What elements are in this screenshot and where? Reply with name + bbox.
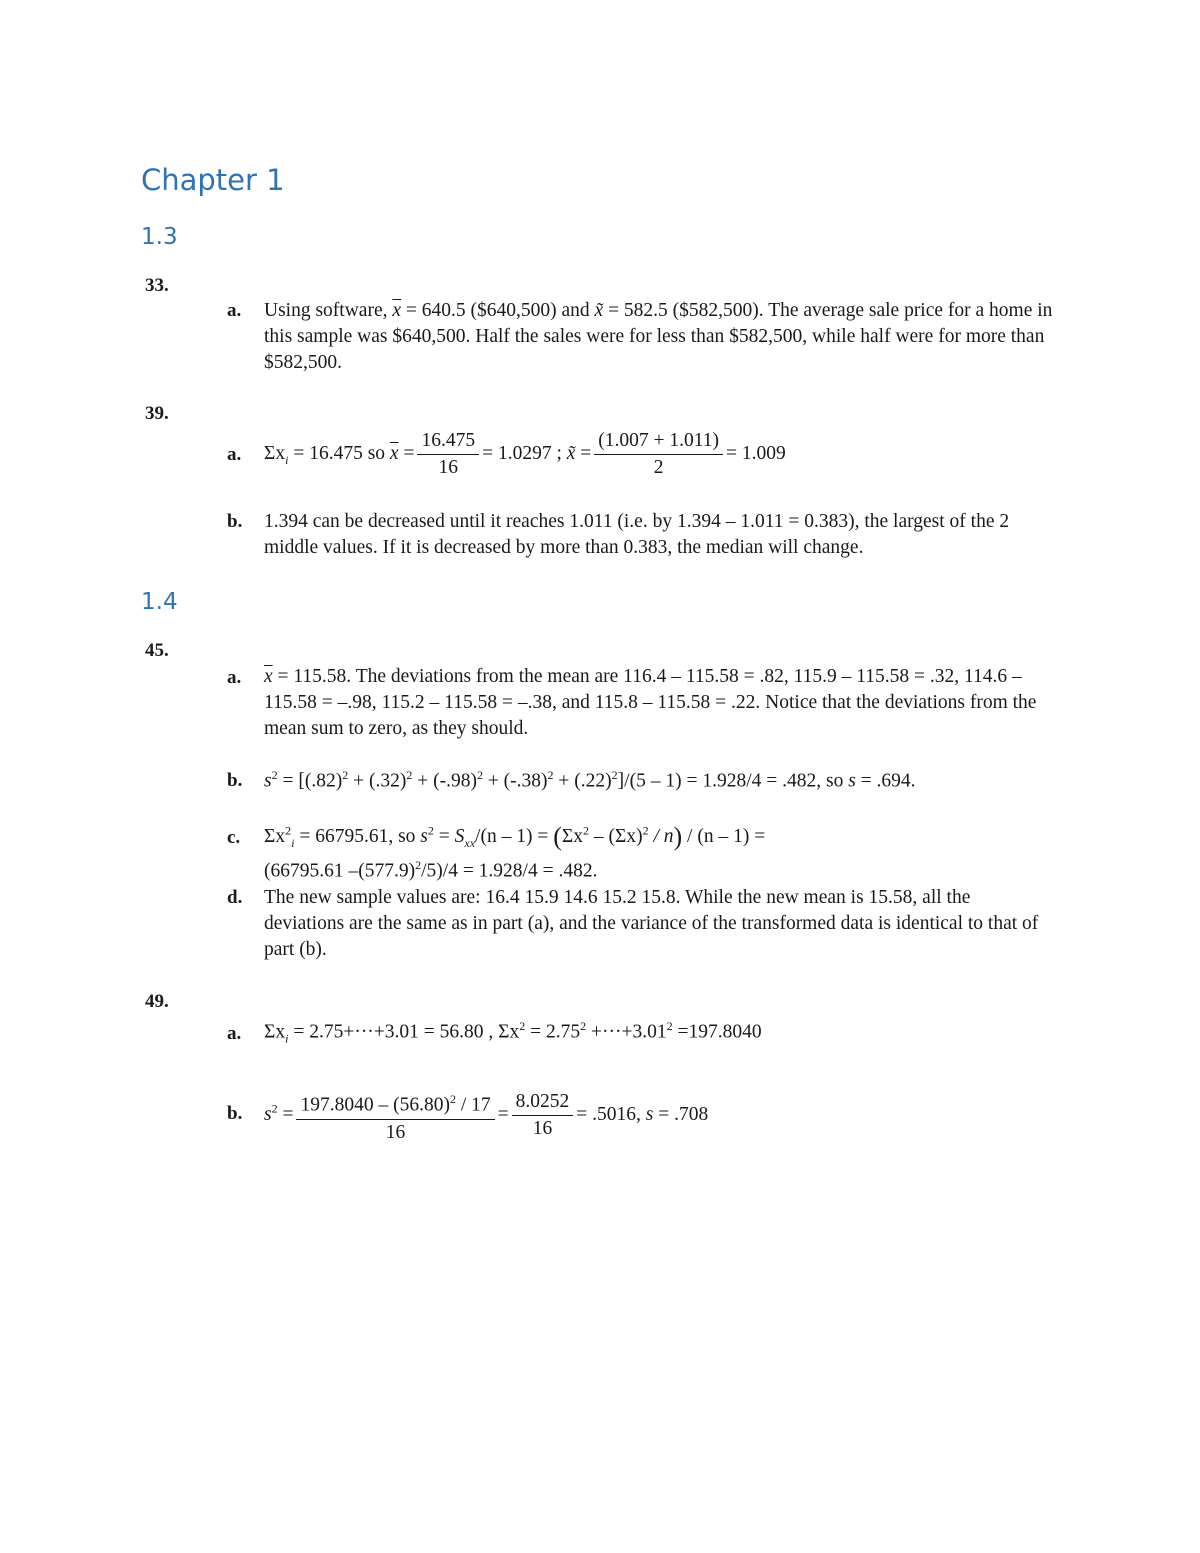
problem-number-45: 45. bbox=[145, 640, 169, 661]
problem-number-49: 49. bbox=[145, 991, 169, 1012]
fraction-median: $\frac{(1.007 + 1.011)}{2}$ bbox=[594, 428, 723, 481]
problem-number-39: 39. bbox=[145, 403, 169, 424]
fraction-result: $\frac{8.0252}{16}$ bbox=[512, 1089, 574, 1142]
equation-39a: $\Sigma x_i = 16.475$ so $\overline{x}$ = $\frac{16.475}{16}$ = 1.0297 ; x̃ = $\frac{(1.007 + 1.011)}{2}$ = 1.009 bbox=[264, 428, 786, 481]
problem-number-33: 33. bbox=[145, 275, 169, 296]
section-heading-1-3: 1.3 bbox=[141, 224, 178, 250]
answer-45c-line1: $\Sigma x^2_i = 66795.61$, so $s^2 = S_{xx}/(n - 1) = (\Sigma x^2 - (\Sigma x)^2 / n) / (n - 1)$ = bbox=[264, 822, 766, 851]
answer-45a: $\overline{x} = 115.58$. The deviations from the mean are 116.4 – 115.58 = .82, 115.9 – 115.58 = .32, 114.6 –115.58 = –.98, 115.2 – 115.58 = –.38, and 115.8 – 115.58 = .22. Notice that the deviations from the mean sum to zero, as they should. bbox=[264, 666, 1037, 739]
answer-39b: 1.394 can be decreased until it reaches 1.011 (i.e. by 1.394 – 1.011 = 0.383), the largest of the 2 middle values. If it is decreased by more than 0.383, the median will change. bbox=[264, 511, 1010, 558]
answer-33a: Using software, $\overline{x} = 640.5$ ($640,500) and x̃ = 582.5 ($582,500). The average sale price for a home in this sample was $640,500. Half the sales were for less than $582,500, while half were for more than $582,500. bbox=[264, 300, 1053, 373]
part-label-33a: a. bbox=[227, 300, 242, 321]
part-label-45b: b. bbox=[227, 770, 243, 791]
answer-45d: The new sample values are: 16.4 15.9 14.6 15.2 15.8. While the new mean is 15.58, all the deviations are the same as in part (a), and the variance of the transformed data is identical to that of part (b). bbox=[264, 887, 1039, 960]
answer-45b: $s^2 = [(.82)^2 + (.32)^2 + (-.98)^2 + (-.38)^2 + (.22)^2]/(5 - 1) = 1.928/4 = .482$, so s = .694. bbox=[264, 768, 916, 792]
fraction-variance: $\frac{197.8040 - (56.80)^2 / 17}{16}$ bbox=[296, 1086, 494, 1146]
equation-49b: $s^2$ = $\frac{197.8040 - (56.80)^2 / 17}{16}$ = $\frac{8.0252}{16}$ = .5016, s = .708 bbox=[264, 1086, 708, 1146]
section-heading-1-4: 1.4 bbox=[141, 589, 178, 615]
part-label-49b: b. bbox=[227, 1103, 243, 1124]
part-label-45c: c. bbox=[227, 827, 241, 848]
part-label-45a: a. bbox=[227, 667, 242, 688]
part-label-39b: b. bbox=[227, 511, 243, 532]
equation-49a: $\Sigma x_i = 2.75+\cdot\cdot\cdot+3.01 = 56.80$ , $\Sigma x^2 = 2.75^2 +\cdot\cdot\cdot+3.01^2 =197.8040$ bbox=[264, 1019, 762, 1046]
part-label-49a: a. bbox=[227, 1023, 242, 1044]
chapter-title: Chapter 1 bbox=[141, 163, 285, 197]
part-label-39a: a. bbox=[227, 444, 242, 465]
answer-45c-line2: (66795.61 $-(577.9)^2/5)/4 = 1.928/4 = .482$. bbox=[264, 858, 598, 882]
fraction-mean: $\frac{16.475}{16}$ bbox=[417, 428, 479, 481]
part-label-45d: d. bbox=[227, 887, 243, 908]
